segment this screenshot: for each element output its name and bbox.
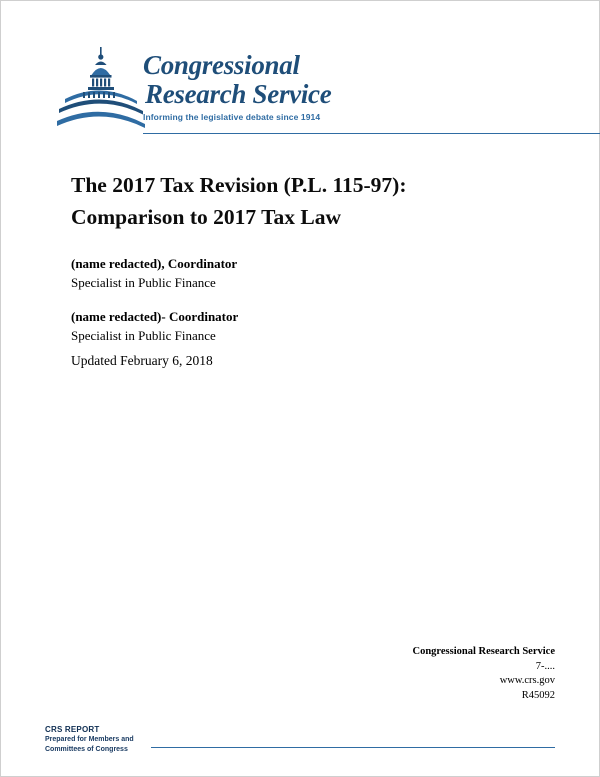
crs-report-subtitle-line-1: Prepared for Members and: [45, 736, 134, 743]
title-line-1: The 2017 Tax Revision (P.L. 115-97):: [71, 173, 407, 197]
logo-tagline: Informing the legislative debate since 1914: [143, 112, 321, 122]
title-line-2: Comparison to 2017 Tax Law: [71, 205, 341, 229]
page-title: [71, 169, 541, 233]
publisher-phone: 7-....: [535, 660, 555, 672]
author-list: [71, 254, 541, 360]
author-role: Specialist in Public Finance: [71, 275, 216, 290]
document-date: Updated February 6, 2018: [71, 353, 213, 368]
author-role: Specialist in Public Finance: [71, 328, 216, 343]
author-name: (name redacted), Coordinator: [71, 256, 238, 271]
footer-divider: [151, 747, 555, 748]
author-entry: [71, 307, 541, 345]
logo-line-1: Congressional: [143, 50, 300, 80]
author-name: (name redacted)- Coordinator: [71, 309, 239, 324]
crs-report-footer: [45, 725, 275, 754]
author-entry: [71, 254, 541, 292]
crs-wordmark: [143, 51, 363, 122]
crs-report-subtitle-line-2: Committees of Congress: [45, 746, 128, 753]
report-number: R45092: [521, 689, 555, 701]
crs-logo: [57, 45, 357, 145]
header-divider: [143, 133, 600, 134]
crs-report-label: CRS REPORT: [45, 725, 100, 734]
logo-line-2: Research Service: [145, 79, 332, 109]
publisher-name: Congressional Research Service: [412, 646, 555, 657]
capitol-dome-logo-icon: [57, 45, 145, 137]
publisher-website[interactable]: www.crs.gov: [499, 675, 555, 686]
publisher-info: [295, 645, 555, 703]
